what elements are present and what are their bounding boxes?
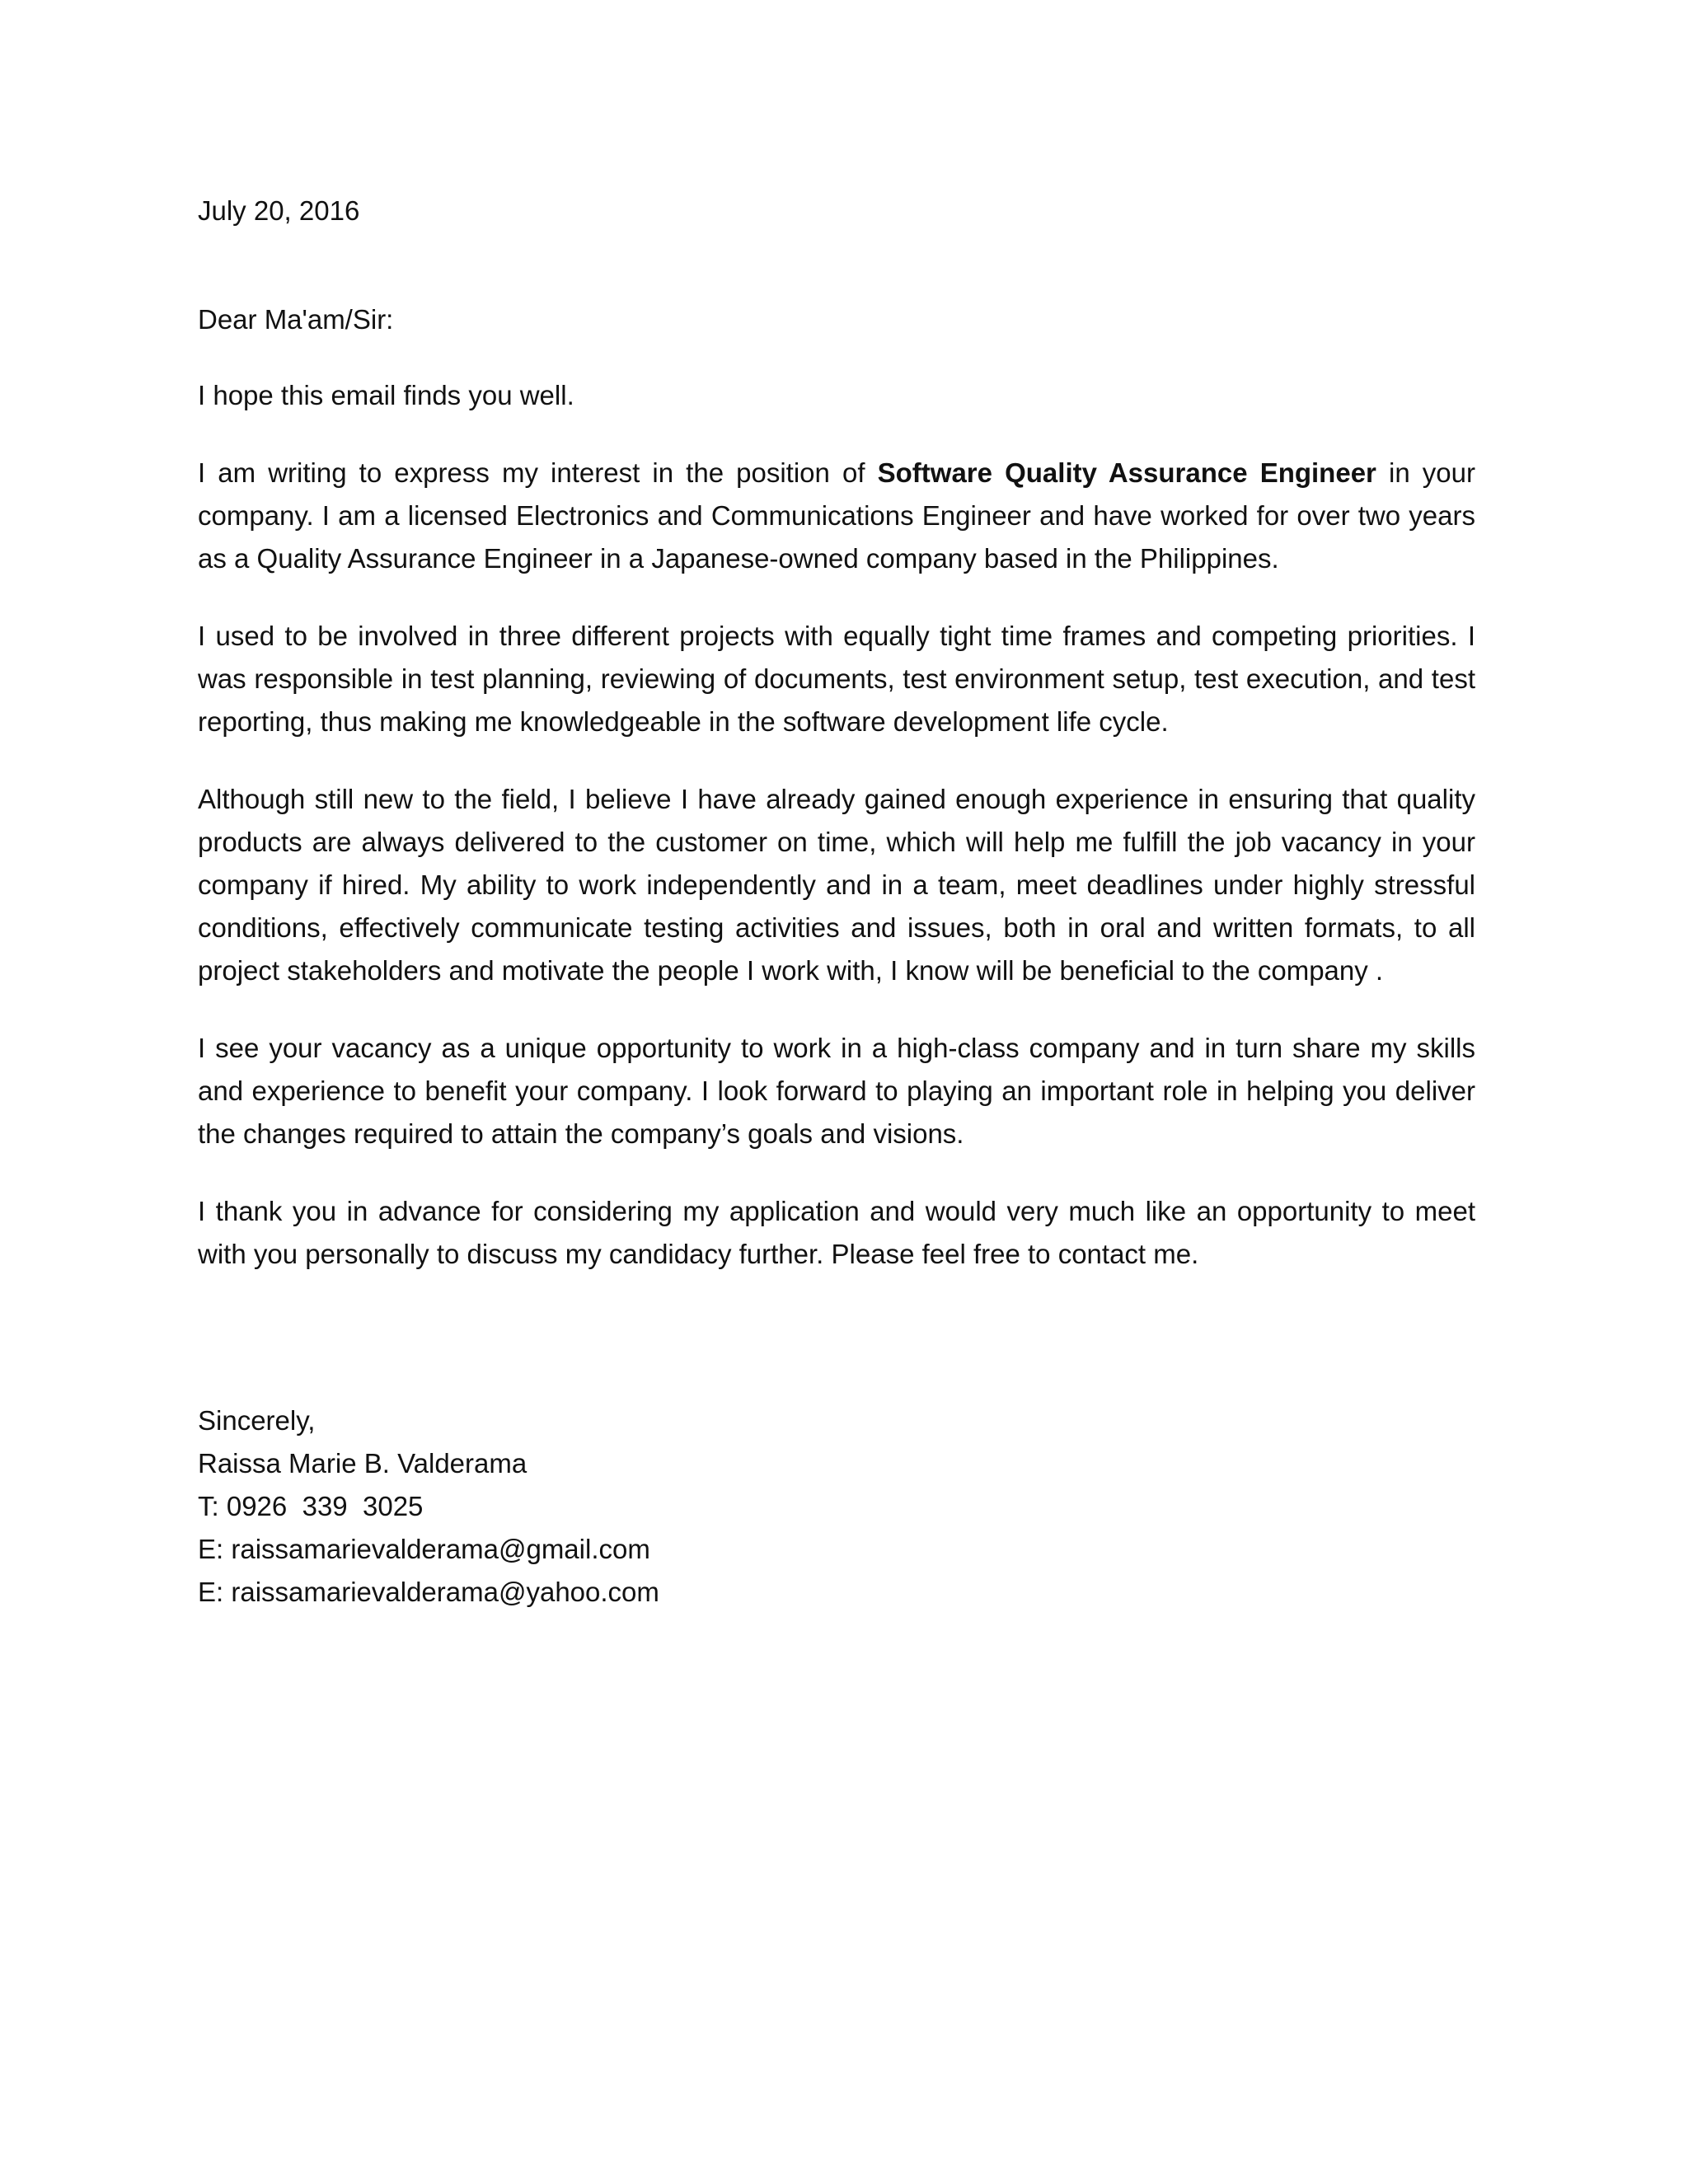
signature-block: [198, 1399, 1475, 1614]
intro-text-before: I am writing to express my interest in the position of: [198, 457, 878, 488]
letter-date: July 20, 2016: [198, 195, 360, 226]
paragraph-experience: I used to be involved in three different projects with equally tight time frames and competing priorities. I was responsible in test planning, reviewing of documents, test environment setup, test execution, and test reporting, thus making me knowledgeable in the software development life cycle.: [198, 621, 1475, 737]
sender-name: Raissa Marie B. Valderama: [198, 1448, 528, 1479]
paragraph-skills: Although still new to the field, I believe I have already gained enough experience in ensuring that quality products are always delivered to the customer on time, which will help me fulfill the job vacancy in your company if hired. My ability to work independently and in a team, meet deadlines under highly stressful conditions, effectively communicate testing activities and issues, both in oral and written formats, to all project stakeholders and motivate the people I work with, I know will be beneficial to the company .: [198, 784, 1475, 986]
greeting-line: I hope this email finds you well.: [198, 380, 574, 410]
sender-email-gmail: E: raissamarievalderama@gmail.com: [198, 1534, 650, 1564]
paragraph-thanks: I thank you in advance for considering my application and would very much like an opportunity to meet with you personally to discuss my candidacy further. Please feel free to contact me.: [198, 1196, 1475, 1269]
paragraph-opportunity: I see your vacancy as a unique opportunity to work in a high-class company and in turn share my skills and experience to benefit your company. I look forward to playing an important role in helping you deliver the changes required to attain the company’s goals and visions.: [198, 1033, 1475, 1149]
sender-email-yahoo: E: raissamarievalderama@yahoo.com: [198, 1577, 659, 1607]
intro-text-after: in your company. I am a licensed Electronics and Communications Engineer and have worked for over two years as a Quality Assurance Engineer in a Japanese-owned company based in the Philippines.: [198, 457, 1475, 574]
paragraph-intro: [198, 452, 1475, 580]
position-title: Software Quality Assurance Engineer: [877, 457, 1376, 488]
salutation: Dear Ma'am/Sir:: [198, 304, 394, 335]
cover-letter: [198, 190, 1475, 1614]
sender-phone: T: 0926 339 3025: [198, 1491, 424, 1521]
valediction: Sincerely,: [198, 1405, 316, 1436]
